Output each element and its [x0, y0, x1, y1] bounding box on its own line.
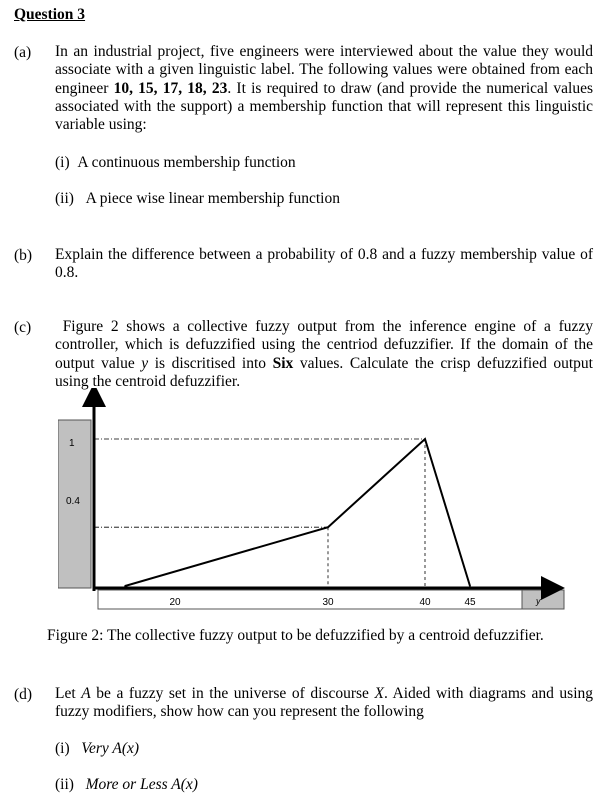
- part-d-item-2: [55, 776, 198, 794]
- part-c-label: (c): [14, 319, 32, 336]
- figure-2: [58, 388, 570, 618]
- part-c-var: y: [141, 354, 149, 372]
- part-a-text-1: In an industrial project, five engineers were interviewed about the value they would associate with a given linguistic label. The following values were obtained from each engineer: [55, 43, 593, 97]
- part-a-item-2: [55, 190, 340, 208]
- x-tick-label-20: 20: [169, 597, 181, 608]
- part-d-item-1-text: Very A(x): [81, 740, 140, 757]
- part-a-item-1-text: A continuous membership function: [77, 154, 296, 171]
- part-c-text: [55, 318, 593, 391]
- part-c-text-2: is discritised into: [148, 354, 273, 372]
- x-tick-label-40: 40: [419, 597, 431, 608]
- part-a-label: (a): [14, 44, 32, 61]
- part-c-six: Six: [272, 354, 294, 372]
- part-a-item-1: [55, 154, 296, 172]
- fuzzy-output-chart: [58, 388, 570, 613]
- part-c-text-3: values. Calculate the crisp defuzzified output using the centroid defuzzifier.: [55, 354, 593, 390]
- part-d-text-1: Let: [55, 685, 82, 702]
- part-d-text-2: be a fuzzy set in the universe of discourse: [90, 685, 375, 702]
- part-b-text: Explain the difference between a probability of 0.8 and a fuzzy membership value of 0.8.: [55, 246, 593, 282]
- y-tick-label-0.4: 0.4: [66, 496, 80, 507]
- part-d-label: (d): [14, 686, 33, 703]
- part-d-text-3: . Aided with diagrams and using fuzzy modifiers, show how can you represent the following: [55, 685, 594, 721]
- x-tick-label-30: 30: [322, 597, 334, 608]
- part-a-item-2-num: (ii): [55, 190, 74, 207]
- part-a-item-1-num: (i): [55, 154, 70, 171]
- part-d-item-2-text: More or Less A(x): [85, 776, 198, 793]
- part-d-item-1: [55, 740, 139, 758]
- x-axis-label: y: [536, 596, 541, 606]
- part-d-text: [55, 685, 593, 722]
- data-point-30: [327, 526, 329, 528]
- data-point-20: [124, 585, 126, 587]
- part-a-text-2: . It is required to draw (and provide the numerical values associated with the support) a membership function that will represent this linguistic variable using:: [55, 79, 594, 134]
- part-b-label: (b): [14, 247, 33, 264]
- y-tick-label-1: 1: [69, 438, 75, 449]
- x-axis-label-box: [522, 590, 564, 609]
- data-point-40: [424, 438, 426, 440]
- guide-lines: [94, 439, 425, 586]
- part-a-text: [55, 43, 593, 134]
- part-d-item-1-num: (i): [55, 740, 70, 757]
- figure-caption: Figure 2: The collective fuzzy output to be defuzzified by a centroid defuzzifier.: [47, 627, 544, 644]
- question-heading: Question 3: [14, 6, 86, 23]
- part-a-item-2-text: A piece wise linear membership function: [85, 190, 340, 207]
- part-a-values: 10, 15, 17, 18, 23: [113, 79, 228, 97]
- part-d-universe: X: [374, 685, 384, 702]
- data-points: [124, 438, 471, 587]
- part-d-set: A: [81, 685, 91, 702]
- part-d-item-2-num: (ii): [55, 776, 74, 793]
- part-c-text-1: Figure 2 shows a collective fuzzy output from the inference engine of a fuzzy controller, which is defuzzified using the centriod defuzzifier. If the domain of the output value: [55, 318, 593, 372]
- membership-curve: [125, 439, 470, 586]
- x-tick-label-45: 45: [464, 597, 476, 608]
- data-point-45: [469, 585, 471, 587]
